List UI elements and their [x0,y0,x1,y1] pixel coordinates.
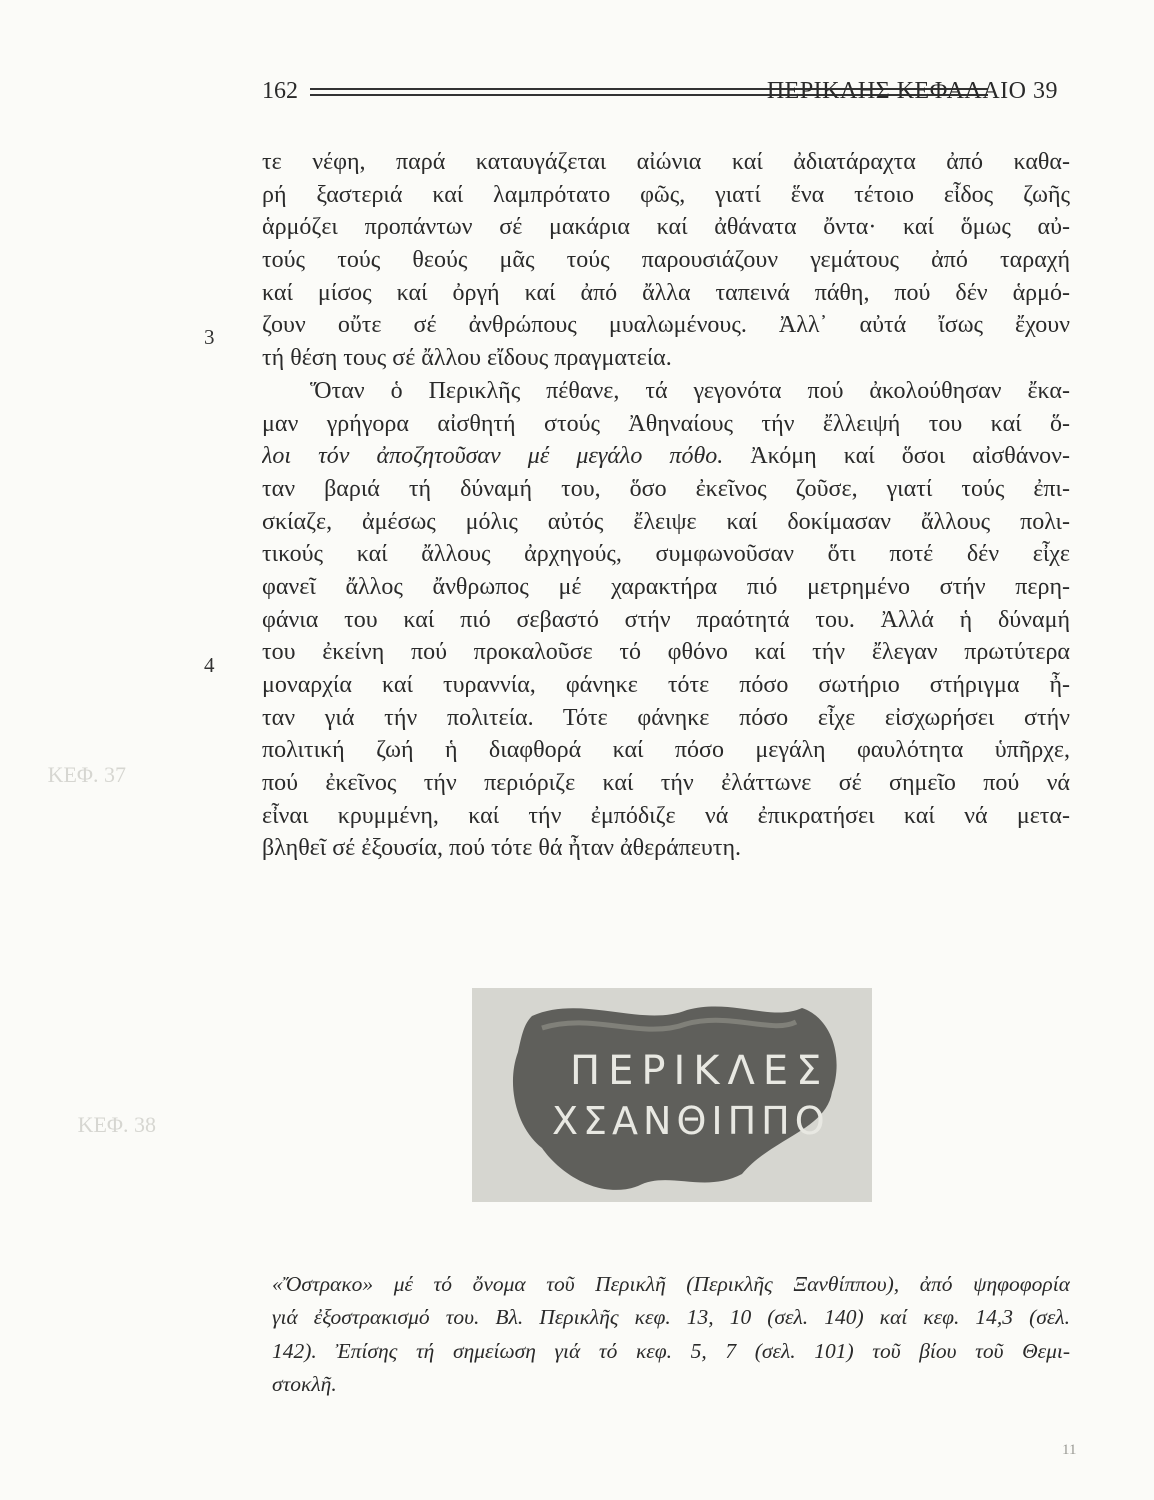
ostracon-inscription-1: ΠΕΡΙΚΛΕΣ [570,1048,830,1094]
text-line: του ἐκείνη πού προκαλοῦσε τό φθόνο καί τήν ἔλεγαν πρωτύτερα [262,639,1070,666]
page-number: 162 [262,78,298,104]
running-head: ΠΕΡΙΚΛΗΣ ΚΕΦΑΛΑΙΟ 39 [766,78,1058,104]
margin-number-3: 3 [204,325,215,349]
text-line: ἁρμόζει προπάντων σέ μακάρια καί ἀθάνατα ὄντα· καί ὅμως αὐ- [262,214,1070,241]
text-line: τικούς καί ἄλλους ἀρχηγούς, συμφωνοῦσαν ὅτι ποτέ δέν εἶχε [262,541,1070,568]
text-line: φανεῖ ἄλλος ἄνθρωπος μέ χαρακτήρα πιό μετρημένο στήν περη- [262,573,1070,600]
text-line: ταν βαριά τή δύναμή του, ὅσο ἐκεῖνος ζοῦσε, γιατί τούς ἐπι- [262,475,1070,502]
caption-line: γιά ἐξοστρακισμό του. Βλ. Περικλῆς κεφ. 13, 10 (σελ. 140) καί κεφ. 14,3 (σελ. [272,1305,1070,1330]
caption-line: «Ὄστρακο» μέ τό ὄνομα τοῦ Περικλῆ (Περικλῆς Ξανθίππου), ἀπό ψηφοφορία [272,1272,1070,1296]
bleed-label-1: ΚΕΦ. 37 [47,762,126,787]
text-line: πολιτική ζωή ἡ διαφθορά καί πόσο μεγάλη φαυλότητα ὑπῆρχε, [262,737,1070,764]
bleed-label-2: ΚΕΦ. 38 [77,1112,156,1137]
corner-mark: 11 [1062,1442,1077,1458]
text-line: τή θέση τους σέ ἄλλου εἴδους πραγματεία. [262,345,672,372]
body-text [262,146,1070,865]
figure-caption [272,1268,1070,1402]
italic-phrase: λοι τόν ἀποζητοῦσαν μέ μεγάλο πόθο. [262,443,724,470]
page-header [262,70,1062,110]
text-line: καί μίσος καί ὀργή καί ἀπό ἄλλα ταπεινά πάθη, πού δέν ἁρμό- [262,279,1070,306]
text-line: εἶναι κρυμμένη, καί τήν ἐμπόδιζε νά ἐπικρατήσει καί νά μετα- [262,802,1070,829]
text-line: πού ἐκεῖνος τήν περιόριζε καί τήν ἐλάττωνε σέ σημεῖο πού νά [262,770,1070,797]
ostracon-photo [472,988,872,1202]
text-line: ζουν οὔτε σέ ἀνθρώπους μυαλωμένους. Ἀλλ᾽ αὐτά ἴσως ἔχουν [262,312,1070,339]
text-line: φάνια του καί πιό σεβαστό στήν πραότητά του. Ἀλλά ἡ δύναμή [262,606,1070,633]
caption-line: στοκλῆ. [272,1372,337,1397]
paragraph-start-line: Ὅταν ὁ Περικλῆς πέθανε, τά γεγονότα πού ἀκολούθησαν ἔκα- [310,377,1070,404]
caption-line: 142). Ἐπίσης τή σημείωση γιά τό κεφ. 5, 7 (σελ. 101) τοῦ βίου τοῦ Θεμι- [272,1338,1070,1363]
text-line-with-italics [262,440,1070,473]
text-line: μοναρχία καί τυραννία, φάνηκε τότε πόσο σωτήριο στήριγμα ἦ- [262,672,1070,698]
text-line: τούς τούς θεούς μᾶς τούς παρουσιάζουν γεμάτους ἀπό ταραχή [262,247,1070,274]
line-rest: Ἀκόμη καί ὅσοι αἰσθάνον- [723,443,1070,470]
bleed-through-text-1 [36,760,126,790]
text-line: σκίαζε, ἀμέσως μόλις αὐτός ἔλειψε καί δοκίμασαν ἄλλους πολι- [262,508,1070,535]
text-line: βληθεῖ σέ ἐξουσία, πού τότε θά ἦταν ἀθεράπευτη. [262,835,742,862]
ostracon-inscription-2: ΧΣΑΝΘΙΠΠΟ [552,1099,830,1143]
margin-number-4: 4 [204,653,215,677]
ostracon-illustration [472,988,872,1202]
text-line: ταν γιά τήν πολιτεία. Τότε φάνηκε πόσο εἶχε εἰσχωρήσει στήν [262,704,1070,731]
text-line: τε νέφη, παρά καταυγάζεται αἰώνια καί ἀδιατάραχτα ἀπό καθα- [262,149,1070,175]
text-line: ρή ξαστεριά καί λαμπρότατο φῶς, γιατί ἕνα τέτοιο εἶδος ζωῆς [262,181,1070,208]
text-line: μαν γρήγορα αἰσθητή στούς Ἀθηναίους τήν ἔλλειψή του καί ὅ- [262,410,1070,437]
bleed-through-text-2 [36,1110,156,1140]
